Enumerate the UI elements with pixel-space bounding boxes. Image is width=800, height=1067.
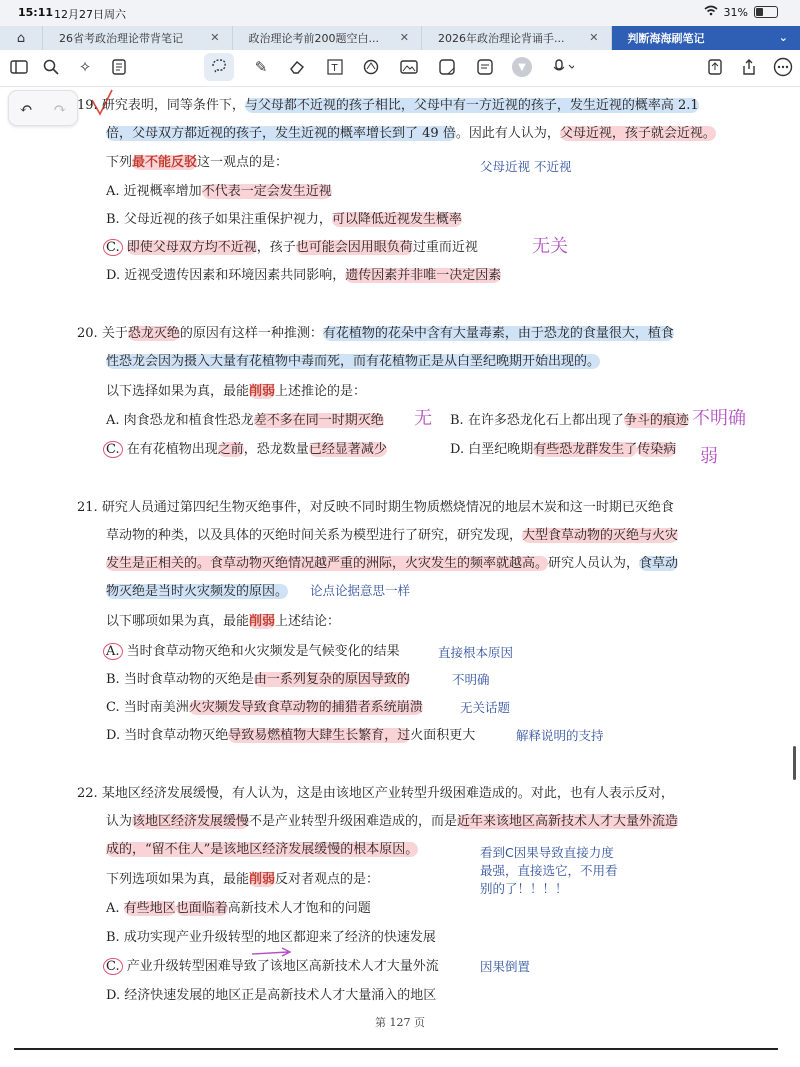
q20-option-c[interactable]: C. 在有花植物出现之前，恐龙数量已经显著减少 [106,440,387,460]
document-page [0,86,800,1067]
handwritten-note: 不明确 [692,408,746,429]
tab-label: 判断海海刷笔记 [627,32,705,45]
svg-text:T: T [331,63,338,74]
search-icon[interactable] [40,56,62,78]
undo-icon[interactable]: ↶ [19,98,33,118]
q21-line4: 物灭绝是当时火灾频发的原因。 [106,584,289,599]
tab-label: 政治理论考前200题空白... [248,32,379,45]
eraser-icon[interactable] [286,56,308,78]
redo-icon[interactable]: ↷ [53,98,67,118]
question-number: 20. [77,326,98,341]
q20-stem: 以下选择如果为真，最能削弱上述推论的是： [106,384,367,399]
tab-3[interactable] [421,26,611,50]
handwritten-note: 最强，直接选它，不用看 [480,863,618,878]
q21-option-c[interactable]: C. 当时南美洲火灾频发导致食草动物的捕猎者系统崩溃 [106,700,423,715]
handwritten-note: 弱 [700,446,718,467]
handwritten-note: 看到C因果导致直接力度 [480,845,614,860]
scrollbar-thumb[interactable] [793,746,796,780]
q22-option-d[interactable]: D. 经济快速发展的地区正是高新技术人才大量涌入的地区 [106,988,437,1003]
tab-label: 2026年政治理论背诵手... [438,32,565,45]
q22-line3: 成的，“留不住人”是该地区经济发展缓慢的根本原因。 [106,842,419,857]
q19-option-c[interactable]: C. 即使父母双方均不近视，孩子也可能会因用眼负荷过重而近视 [106,238,478,258]
battery-icon [754,6,778,18]
question-number: 19. [77,98,98,113]
toolbar [0,50,800,87]
handwritten-note: 论点论据意思一样 [310,583,411,598]
status-right [704,5,778,19]
q20-line2: 性恐龙会因为摄入大量有花植物中毒而死，而有花植物正是从白垩纪晚期开始出现的。 [106,354,601,369]
handwritten-note: 不明确 [452,672,490,687]
note-icon[interactable] [474,56,496,78]
document-icon[interactable] [108,56,130,78]
handwritten-note: 直接根本原因 [438,645,514,660]
pen-icon[interactable]: ✎ [254,58,268,76]
q19-option-d[interactable]: D. 近视受遗传因素和环境因素共同影响，遗传因素并非唯一决定因素 [106,268,502,283]
share-icon[interactable] [738,56,760,78]
handwritten-note: 无 [414,408,432,429]
q19-option-a[interactable]: A. 近视概率增加不代表一定会发生近视 [106,184,332,199]
q19-stem: 下列最不能反驳这一观点的是： [106,155,289,170]
q22-option-b[interactable]: B. 成功实现产业升级转型的地区都迎来了经济的快速发展 [106,930,436,945]
q21-stem: 以下哪项如果为真，最能削弱上述结论： [106,614,341,629]
q22-line2: 认为该地区经济发展缓慢不是产业转型升级困难造成的，而是近年来该地区高新技术人才大量外流造 [106,814,679,829]
shapes-icon[interactable] [360,56,382,78]
chevron-down-icon[interactable]: ▼ [512,57,532,77]
more-icon[interactable] [772,56,794,78]
wifi-icon [704,5,718,19]
handwritten-underline [14,1048,778,1050]
status-date: 12月27日周六 [54,8,126,21]
q20-option-a[interactable]: A. 肉食恐龙和植食性恐龙差不多在同一时期灭绝 [106,413,384,428]
text-box-icon[interactable] [324,56,346,78]
question-number: 22. [77,786,98,801]
sticker-icon[interactable] [436,56,458,78]
q21-line1: 21. 研究人员通过第四纪生物灭绝事件，对反映不同时期生物质燃烧情况的地层木炭和这一时期已灭绝食 [77,500,674,515]
handwritten-note: 别的了！！！！ [480,881,568,896]
image-icon[interactable] [398,56,420,78]
handwritten-note: 无关话题 [460,700,511,715]
close-icon[interactable]: ✕ [399,31,409,44]
q22-option-c[interactable]: C. 产业升级转型困难导致了该地区高新技术人才大量外流 [106,957,439,977]
question-number: 21. [77,500,98,515]
handwritten-note: 父母近视 不近视 [480,159,572,174]
status-time: 15:11 [18,6,54,19]
close-icon[interactable]: ✕ [589,31,599,44]
q21-option-b[interactable]: B. 当时食草动物的灭绝是由一系列复杂的原因导致的 [106,672,410,687]
handwritten-note: 因果倒置 [480,959,531,974]
tab-4-active[interactable] [611,26,800,50]
q22-line1: 22. 某地区经济发展缓慢，有人认为，这是由该地区产业转型升级困难造成的。对此，也有人表示反对， [77,786,674,801]
battery-percent: 31% [723,5,748,19]
ai-sparkle-icon[interactable]: ✧ [78,58,92,76]
q19-option-b[interactable]: B. 父母近视的孩子如果注重保护视力，可以降低近视发生概率 [106,212,462,227]
q21-line3: 发生是正相关的。食草动物灭绝情况越严重的洲际，火灾发生的频率就越高。研究人员认为，食草动 [106,556,679,571]
q20-option-d[interactable]: D. 白垩纪晚期有些恐龙群发生了传染病 [450,442,677,457]
export-icon[interactable] [704,56,726,78]
q19-line2: 倍，父母双方都近视的孩子，发生近视的概率增长到了 49 倍。因此有人认为，父母近视，孩子就会近视。 [106,126,716,141]
handwritten-note: 无关 [532,236,568,257]
q20-line1: 20. 关于恐龙灭绝的原因有这样一种推测：有花植物的花朵中含有大量毒素，由于恐龙的食量很大，植食 [77,326,674,341]
home-icon[interactable]: ⌂ [16,30,26,46]
status-bar [0,0,800,26]
q22-option-a[interactable]: A. 有些地区也面临着高新技术人才饱和的问题 [106,901,371,916]
q22-stem: 下列选项如果为真，最能削弱反对者观点的是： [106,872,380,887]
tab-label: 26省考政治理论带背笔记 [59,32,183,45]
tab-bar [0,26,800,50]
lasso-icon[interactable] [204,53,234,81]
close-icon[interactable]: ✕ [210,31,220,44]
q21-option-d[interactable]: D. 当时食草动物灭绝导致易燃植物大肆生长繁育，过火面积更大 [106,728,476,743]
chevron-down-icon[interactable]: ⌄ [778,31,788,44]
q19-line1: 19. 研究表明，同等条件下，与父母都不近视的孩子相比，父母中有一方近视的孩子，发生近视的概率高 2.1 [77,98,699,113]
q21-line2: 草动物的种类，以及具体的灭绝时间关系为模型进行了研究，研究发现，大型食草动物的灭绝与火灾 [106,528,679,543]
q21-option-a[interactable]: A. 当时食草动物灭绝和火灾频发是气候变化的结果 [106,642,400,662]
microphone-icon[interactable] [552,56,574,78]
tab-2[interactable] [232,26,422,50]
sidebar-icon[interactable] [8,56,30,78]
page-number: 第 127 页 [375,1016,425,1029]
tab-1[interactable] [42,26,232,50]
handwritten-note: 解释说明的支持 [516,728,604,743]
q20-option-b[interactable]: B. 在许多恐龙化石上都出现了争斗的痕迹 [450,413,689,428]
